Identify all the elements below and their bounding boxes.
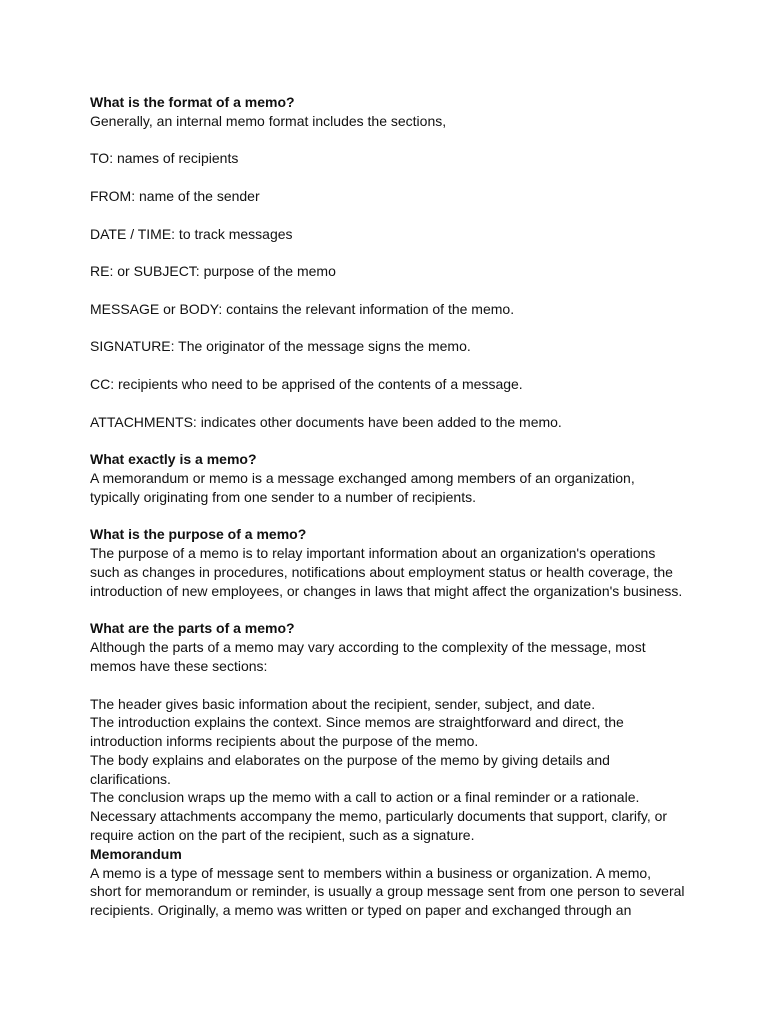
paragraph-line: The conclusion wraps up the memo with a call to action or a final reminder or a rationale. (90, 789, 640, 806)
spacer (90, 431, 730, 450)
spacer (90, 168, 730, 187)
parts-heading: What are the parts of a memo? (90, 620, 295, 637)
paragraph-line: introduction of new employees, or changes in laws that might affect the organization's business. (90, 582, 683, 599)
format-item: RE: or SUBJECT: purpose of the memo (90, 263, 336, 280)
paragraph-line: Necessary attachments accompany the memo, particularly documents that support, clarify, or (90, 808, 668, 825)
paragraph-line: typically originating from one sender to a number of recipients. (90, 488, 476, 505)
purpose-heading: What is the purpose of a memo? (90, 526, 307, 543)
format-item: DATE / TIME: to track messages (90, 225, 293, 242)
format-item: SIGNATURE: The originator of the message signs the memo. (90, 338, 471, 355)
spacer (90, 319, 730, 338)
format-heading: What is the format of a memo? (90, 94, 295, 110)
paragraph-line: The purpose of a memo is to relay important information about an organization's operations (90, 545, 656, 562)
paragraph-line: The introduction explains the context. Since memos are straightforward and direct, the (90, 714, 624, 731)
format-item: MESSAGE or BODY: contains the relevant information of the memo. (90, 300, 515, 317)
spacer (90, 601, 730, 620)
format-item: CC: recipients who need to be apprised of the contents of a message. (90, 375, 523, 392)
paragraph-line: Although the parts of a memo may vary according to the complexity of the message, most (90, 639, 646, 656)
what-heading: What exactly is a memo? (90, 451, 257, 468)
paragraph-line: short for memorandum or reminder, is usually a group message sent from one person to several (90, 883, 685, 900)
spacer (90, 206, 730, 225)
paragraph-line: require action on the part of the recipient, such as a signature. (90, 827, 475, 844)
paragraph-line: A memo is a type of message sent to members within a business or organization. A memo, (90, 864, 652, 881)
spacer (90, 507, 730, 526)
paragraph-line: The header gives basic information about the recipient, sender, subject, and date. (90, 695, 596, 712)
spacer (90, 676, 730, 695)
memorandum-heading: Memorandum (90, 845, 182, 862)
format-intro: Generally, an internal memo format includes the sections, (90, 112, 447, 129)
format-item: FROM: name of the sender (90, 187, 260, 204)
format-item: ATTACHMENTS: indicates other documents have been added to the memo. (90, 413, 562, 430)
format-item: TO: names of recipients (90, 150, 239, 167)
paragraph-line: introduction informs recipients about the purpose of the memo. (90, 733, 479, 750)
paragraph-line: memos have these sections: (90, 657, 268, 674)
paragraph-line: recipients. Originally, a memo was written or typed on paper and exchanged through an (90, 902, 632, 919)
spacer (90, 243, 730, 262)
spacer (90, 281, 730, 300)
paragraph-line: The body explains and elaborates on the purpose of the memo by giving details and (90, 751, 610, 768)
spacer (90, 356, 730, 375)
paragraph-line: such as changes in procedures, notifications about employment status or health coverage, the (90, 563, 673, 580)
paragraph-line: A memorandum or memo is a message exchanged among members of an organization, (90, 469, 635, 486)
document-page (90, 93, 730, 920)
spacer (90, 131, 730, 150)
spacer (90, 394, 730, 413)
paragraph-line: clarifications. (90, 770, 171, 787)
